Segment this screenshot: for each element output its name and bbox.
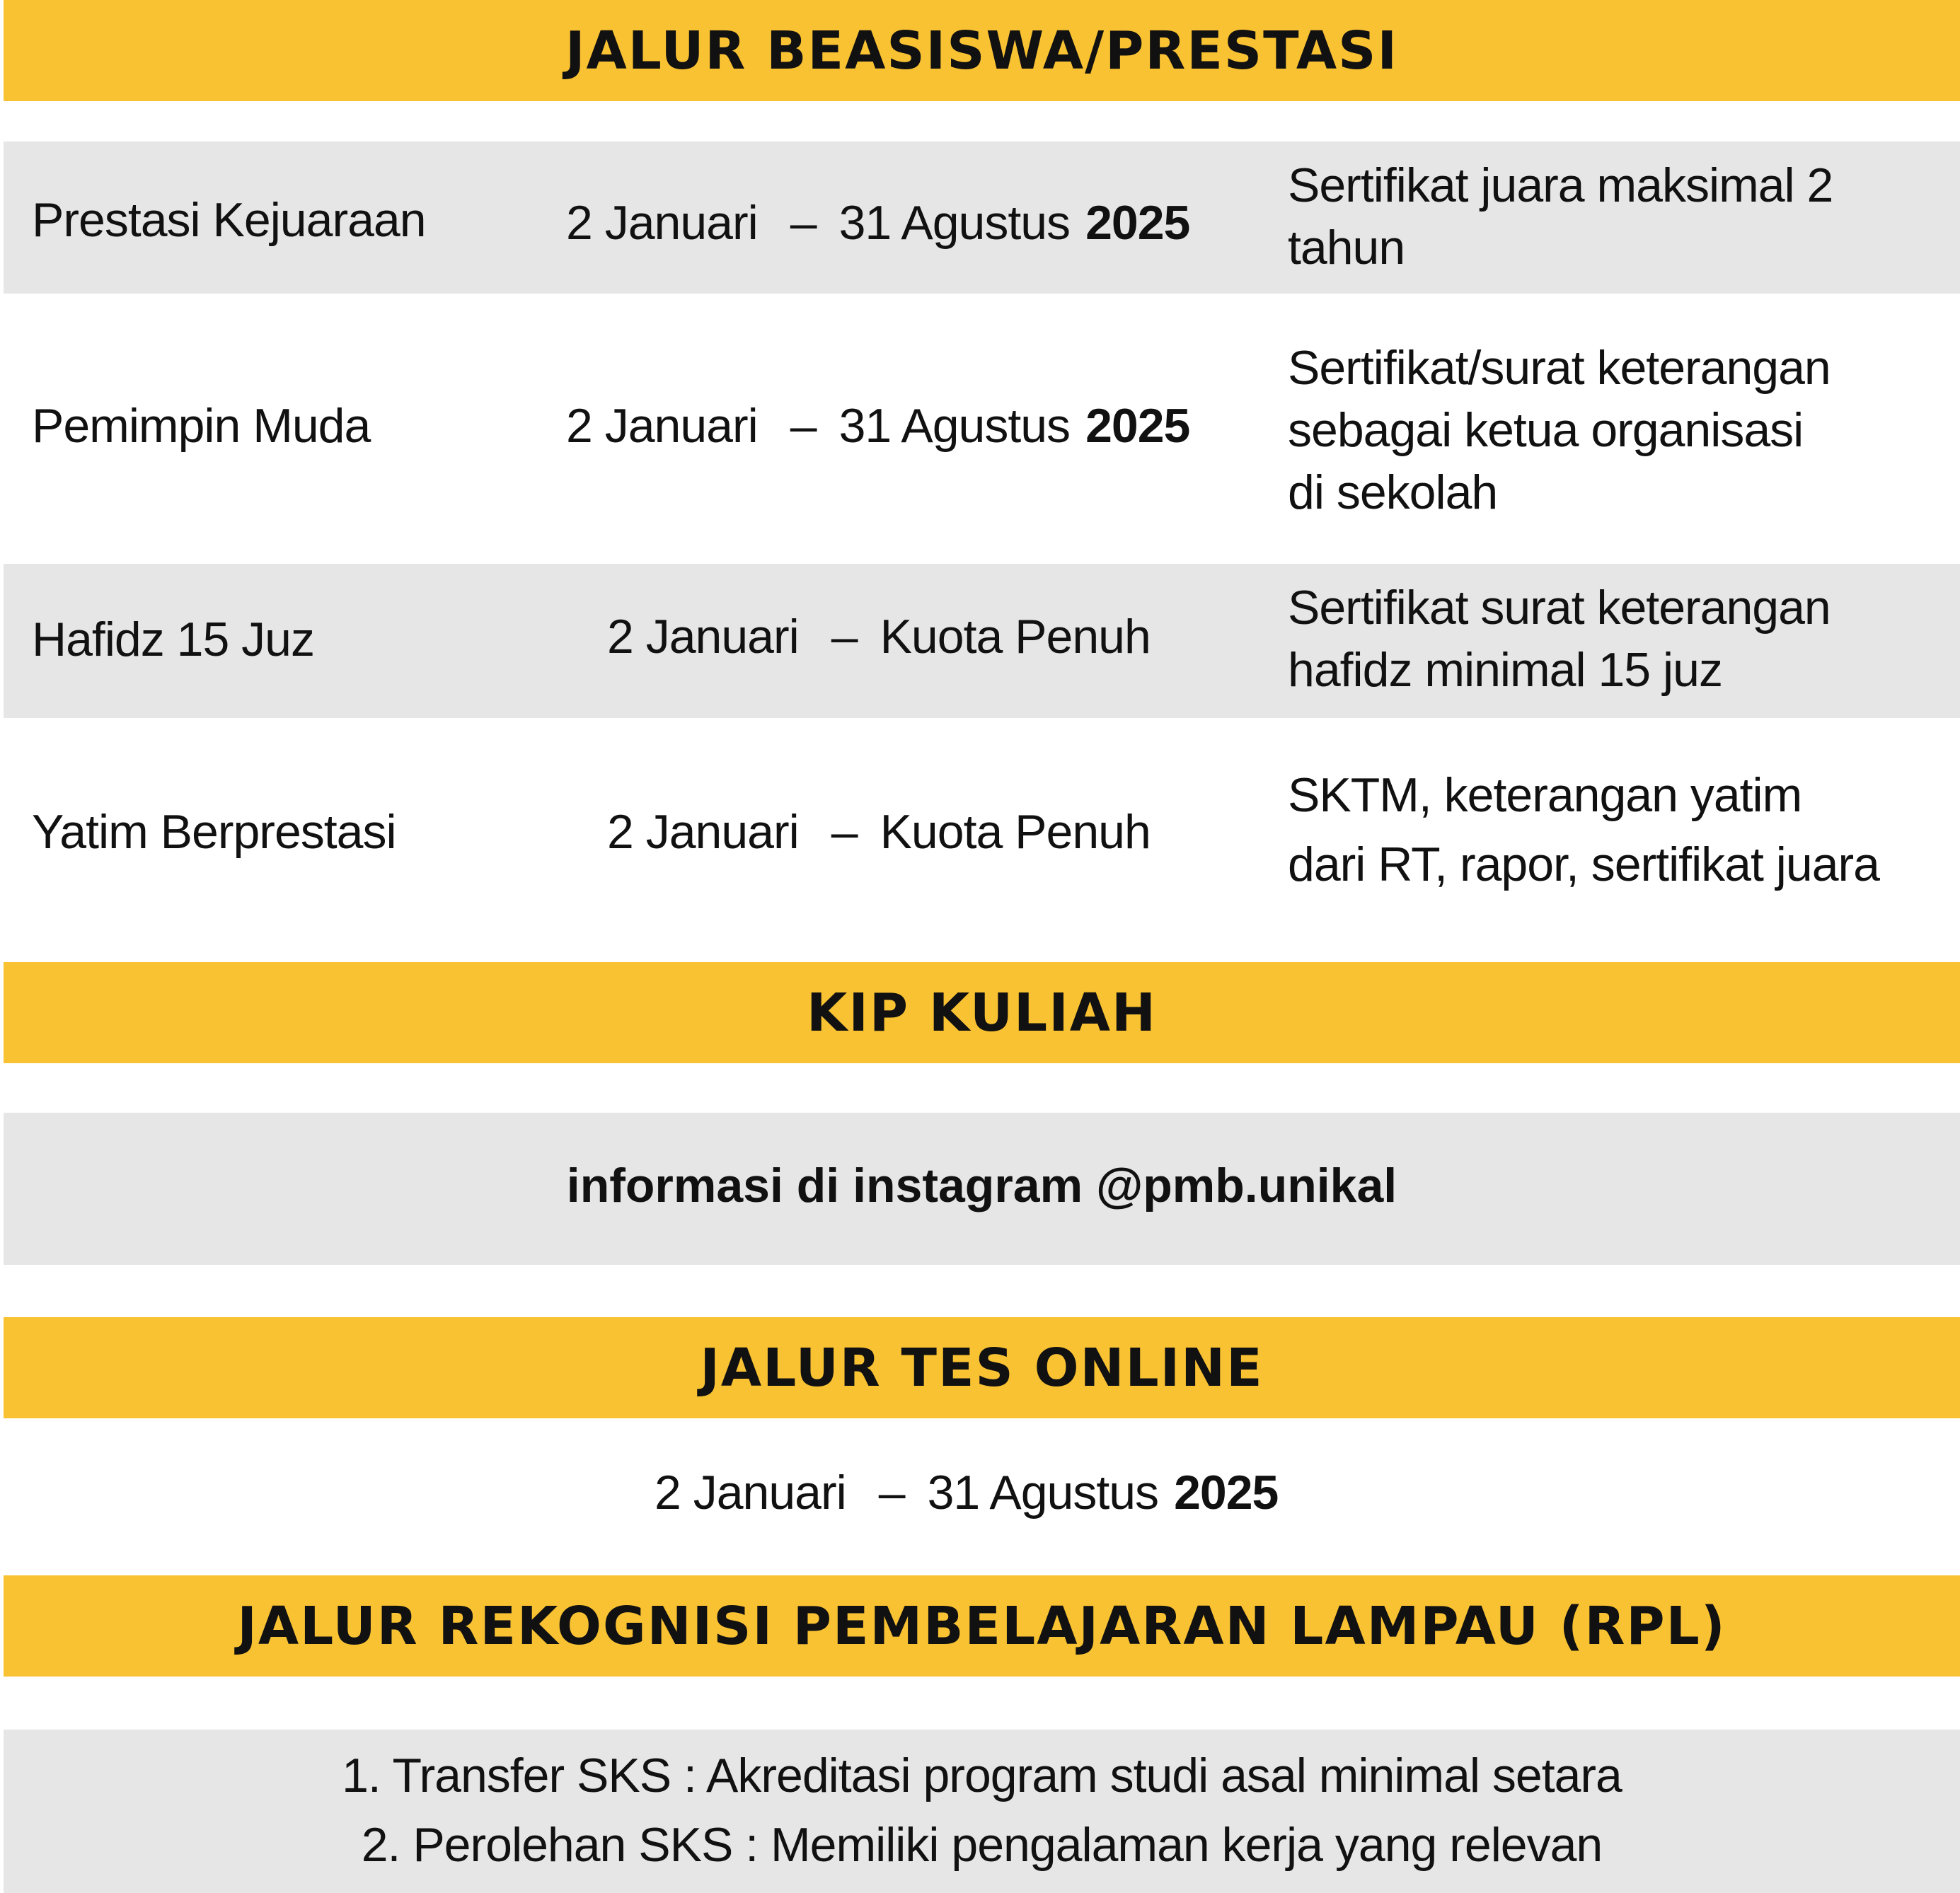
table-row xyxy=(4,718,1960,962)
requirement: Sertifikat juara maksimal 2 tahun xyxy=(1288,158,1833,274)
section-title: JALUR BEASISWA/PRESTASI xyxy=(565,20,1398,81)
requirement: Sertifikat surat keterangan hafidz minimal 15 juz xyxy=(1288,581,1831,697)
jalur-name: Hafidz 15 Juz xyxy=(32,613,314,666)
period-dash: – xyxy=(790,399,817,453)
section-title: JALUR REKOGNISI PEMBELAJARAN LAMPAU (RPL) xyxy=(237,1595,1726,1657)
jalur-name: Prestasi Kejuaraan xyxy=(32,193,426,247)
list-item: 1. Transfer SKS : Akreditasi program studi asal minimal setara xyxy=(342,1749,1622,1802)
section-header-beasiswa xyxy=(4,0,1960,101)
period-end: Kuota Penuh xyxy=(880,805,1151,859)
period-start: 2 Januari xyxy=(566,399,758,453)
period-start: 2 Januari xyxy=(607,805,799,859)
section-title: JALUR TES ONLINE xyxy=(700,1337,1264,1399)
section-header-tes xyxy=(4,1317,1960,1418)
table-row xyxy=(4,141,1960,294)
kip-info-box xyxy=(4,1113,1960,1265)
list-item: 2. Perolehan SKS : Memiliki pengalaman kerja yang relevan xyxy=(361,1818,1603,1872)
period xyxy=(566,398,1189,453)
period xyxy=(655,1465,1278,1520)
jalur-name: Yatim Berprestasi xyxy=(32,805,396,859)
period-dash: – xyxy=(878,1466,905,1519)
period xyxy=(566,195,1189,250)
period-dash: – xyxy=(831,610,858,664)
period-year: 2025 xyxy=(1085,399,1190,453)
period-year: 2025 xyxy=(1085,196,1190,250)
period-start: 2 Januari xyxy=(655,1466,846,1519)
period-end: Kuota Penuh xyxy=(880,610,1151,664)
period-end: 31 Agustus xyxy=(927,1466,1159,1519)
table-row xyxy=(4,294,1960,564)
section-header-rpl xyxy=(4,1575,1960,1677)
period xyxy=(607,804,1151,859)
tes-period-row xyxy=(4,1418,1960,1575)
table-row xyxy=(4,564,1960,718)
rpl-list xyxy=(4,1730,1960,1893)
requirement: SKTM, keterangan yatim dari RT, rapor, sertifikat juara xyxy=(1288,768,1879,891)
period-dash: – xyxy=(790,196,817,250)
period-year: 2025 xyxy=(1174,1466,1279,1519)
section-header-kip xyxy=(4,962,1960,1063)
period-start: 2 Januari xyxy=(566,196,758,250)
period-dash: – xyxy=(831,805,858,859)
jalur-name: Pemimpin Muda xyxy=(32,399,371,453)
requirement: Sertifikat/surat keterangan sebagai ketua organisasi di sekolah xyxy=(1288,341,1831,519)
kip-info: informasi di instagram @pmb.unikal xyxy=(566,1159,1397,1212)
period-start: 2 Januari xyxy=(607,610,799,664)
period-end: 31 Agustus xyxy=(838,399,1071,453)
period-end: 31 Agustus xyxy=(838,196,1071,250)
period xyxy=(607,609,1151,664)
section-title: KIP KULIAH xyxy=(807,982,1157,1043)
